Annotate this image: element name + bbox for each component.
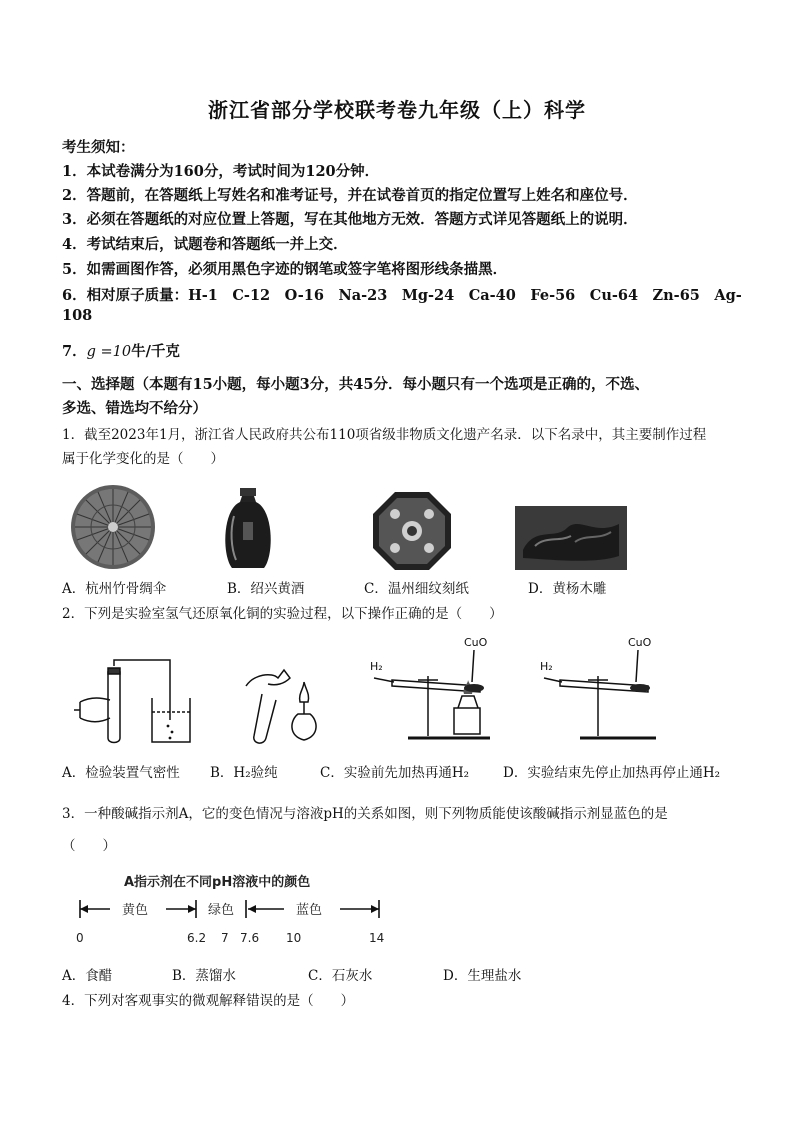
q2-option-b: B．H₂验纯 <box>210 765 278 781</box>
q4-stem: 4．下列对客观事实的微观解释错误的是（ ） <box>62 993 355 1009</box>
notice-item-7 <box>62 340 180 361</box>
q1-option-d: D．黄杨木雕 <box>528 581 607 597</box>
stop-heating-diagram <box>536 634 664 744</box>
h2-label-c: H₂ <box>370 660 383 673</box>
notice-item-6-cont: 108 <box>62 307 93 324</box>
notice-item-4: 4．考试结束后，试题卷和答题纸一并上交． <box>62 236 348 253</box>
item7-prefix: 7． <box>62 343 87 360</box>
section1-line1: 一、选择题（本题有15小题，每小题3分，共45分．每小题只有一个选项是正确的，不选、 <box>62 376 649 393</box>
ph-color-yellow: 黄色 <box>122 903 149 918</box>
q2-option-a: A．检验装置气密性 <box>62 765 180 781</box>
ph-tick-6-2: 6.2 <box>187 931 207 945</box>
cuo-label-c: CuO <box>464 636 488 649</box>
q1-stem-line2: 属于化学变化的是（ ） <box>62 451 224 467</box>
q3-option-c: C．石灰水 <box>308 968 373 984</box>
q1-option-a: A．杭州竹骨绸伞 <box>62 581 167 597</box>
wine-jar-image <box>218 486 278 572</box>
item7-suffix: 牛/千克 <box>131 343 180 360</box>
ph-tick-10: 10 <box>286 931 302 945</box>
notice-item-2: 2．答题前，在答题纸上写姓名和准考证号，并在试卷首页的指定位置写上姓名和座位号． <box>62 187 638 204</box>
ph-color-diagram <box>70 868 400 952</box>
section1-line2: 多选、错选均不给分） <box>62 400 207 417</box>
q3-option-d: D．生理盐水 <box>443 968 522 984</box>
paper-cut-image <box>371 490 453 572</box>
ph-diagram-title: A指示剂在不同pH溶液中的颜色 <box>124 875 311 890</box>
q3-stem-line2: （ ） <box>62 838 116 854</box>
airtightness-check-diagram <box>72 652 202 748</box>
q1-stem-line1: 1．截至2023年1月，浙江省人民政府共公布110项省级非物质文化遗产名录．以下名录中，其主要制作过程 <box>62 427 707 443</box>
notice-item-5: 5．如需画图作答，必须用黑色字迹的钢笔或签字笔将图形线条描黑． <box>62 261 508 278</box>
q1-option-c: C．温州细纹刻纸 <box>364 581 469 597</box>
heat-first-diagram <box>370 634 498 744</box>
wood-carving-image <box>515 506 627 570</box>
page-title: 浙江省部分学校联考卷九年级（上）科学 <box>208 98 586 122</box>
q2-stem: 2．下列是实验室氢气还原氧化铜的实验过程，以下操作正确的是（ ） <box>62 606 503 622</box>
cuo-label-d: CuO <box>628 636 652 649</box>
notice-item-6: 6．相对原子质量：H-1 C-12 O-16 Na-23 Mg-24 Ca-40 Fe-56 Cu-64 Zn-65 Ag- <box>62 287 742 304</box>
umbrella-image <box>68 484 158 570</box>
ph-tick-0: 0 <box>76 931 84 945</box>
q2-option-d: D．实验结束先停止加热再停止通H₂ <box>503 765 721 781</box>
ph-color-green: 绿色 <box>208 903 235 918</box>
q2-option-c: C．实验前先加热再通H₂ <box>320 765 470 781</box>
notice-item-1: 1．本试卷满分为160分，考试时间为120分钟． <box>62 163 380 180</box>
q3-option-b: B．蒸馏水 <box>172 968 236 984</box>
notice-item-3: 3．必须在答题纸的对应位置上答题，写在其他地方无效．答题方式详见答题纸上的说明． <box>62 211 638 228</box>
h2-label-d: H₂ <box>540 660 553 673</box>
notice-heading: 考生须知： <box>62 139 135 156</box>
q1-option-b: B．绍兴黄酒 <box>227 581 305 597</box>
ph-tick-7-6: 7.6 <box>240 931 260 945</box>
item7-formula: g =10 <box>86 344 132 360</box>
ph-color-blue: 蓝色 <box>296 903 323 918</box>
ph-tick-7: 7 <box>221 931 229 945</box>
hydrogen-purity-test-diagram <box>232 654 332 750</box>
q3-stem-line1: 3．一种酸碱指示剂A，它的变色情况与溶液pH的关系如图，则下列物质能使该酸碱指示剂显蓝色的是 <box>62 806 668 822</box>
q3-option-a: A．食醋 <box>62 968 113 984</box>
ph-tick-14: 14 <box>369 931 385 945</box>
